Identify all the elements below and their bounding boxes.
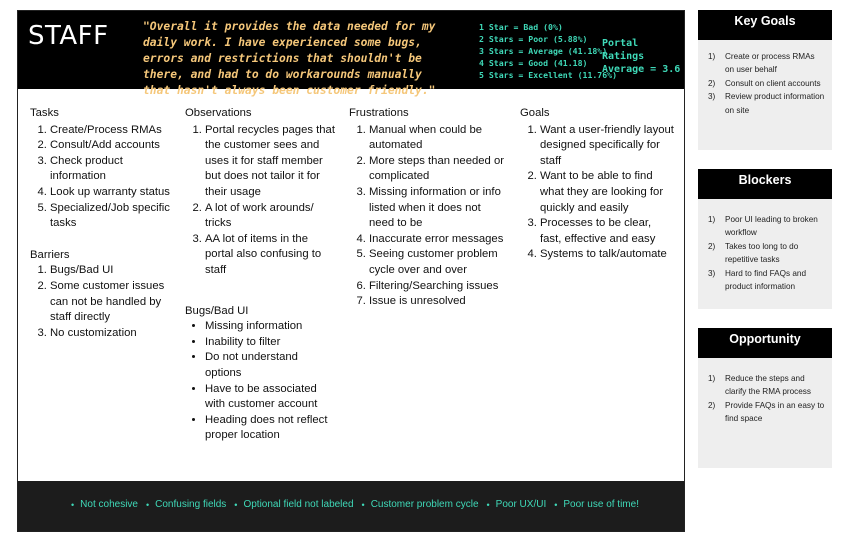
list-item: • Heading does not reflect proper location (205, 413, 335, 444)
pain-point: Customer problem cycle (370, 499, 479, 510)
bullet-icon: • (71, 499, 75, 510)
rating-4-stars: 4 Stars = Good (41.18) (479, 58, 588, 68)
pain-point: Confusing fields (155, 499, 227, 510)
list-item: • Do not understand options (205, 350, 335, 381)
bullet-icon: • (234, 499, 238, 510)
portal-rating-summary (602, 37, 684, 76)
list-item: 3) Review product information on site (708, 92, 825, 115)
pain-point: Optional field not labeled (243, 499, 354, 510)
opportunity-card (698, 328, 832, 468)
list-item: 2. Some customer issues can not be handled by staff directly (50, 279, 180, 326)
observations-column (185, 106, 335, 444)
list-item: 2) Takes too long to do repetitive tasks (708, 241, 799, 265)
rating-2-stars: 2 Stars = Poor (5.88%) (479, 34, 588, 44)
list-item: 1) Create or process RMAs on user behalf (708, 52, 815, 75)
observations-heading: Observations (185, 107, 252, 119)
blockers-card (698, 169, 832, 309)
tasks-column (30, 106, 180, 341)
portal-ratings-label: Portal Ratings (602, 38, 645, 62)
key-goals-title: Key Goals (698, 10, 832, 40)
barriers-list (30, 263, 180, 341)
list-item: 3. Check product information (50, 154, 180, 185)
portal-ratings-average: Average = 3.6 (602, 64, 681, 75)
pain-points-list (18, 499, 684, 510)
rating-5-stars: 5 Stars = Excellent (11.76%) (479, 70, 618, 80)
bullet-icon: • (486, 499, 490, 510)
list-item: 2) Provide FAQs in an easy to find space (708, 400, 825, 424)
list-item: 3. Processes to be clear, fast, effective and easy (540, 216, 675, 247)
rating-3-stars: 3 Stars = Average (41.18%) (479, 46, 608, 56)
list-item: 3. AA lot of items in the portal also confusing to staff (205, 232, 335, 279)
list-item: • Have to be associated with customer account (205, 382, 335, 413)
list-item: 1. Portal recycles pages that the customer sees and uses it for staff member but does not tailor it for their usage (205, 123, 335, 201)
list-item: • Missing information (205, 319, 335, 335)
key-goals-card (698, 10, 832, 150)
list-item: 1. Bugs/Bad UI (50, 263, 180, 279)
list-item: 2. Want to be able to find what they are looking for quickly and easily (540, 169, 675, 216)
list-item: • Inability to filter (205, 335, 335, 351)
list-item: 1) Reduce the steps and clarify the RMA process (708, 374, 811, 397)
list-item: 3) Hard to find FAQs and product information (708, 268, 807, 292)
pain-point: Not cohesive (80, 499, 138, 510)
frustrations-list (349, 123, 509, 310)
list-item: 2. A lot of work arounds/ tricks (205, 201, 335, 232)
persona-title: STAFF (28, 21, 109, 51)
opportunity-list (698, 358, 832, 434)
list-item: 1) Poor UI leading to broken workflow (708, 215, 818, 238)
observations-list (185, 123, 335, 279)
list-item: 3. No customization (50, 326, 180, 342)
blockers-title: Blockers (698, 169, 832, 199)
barriers-heading: Barriers (30, 248, 70, 261)
list-item: 4. Systems to talk/automate (540, 247, 675, 263)
persona-quote: "Overall it provides the data needed for my daily work. I have experienced some bugs, errors and restrictions that shouldn't be there, and had to do workarounds manually that hasn't always been customer friendly." (143, 20, 436, 97)
list-item: 1. Want a user-friendly layout designed specifically for staff (540, 123, 675, 170)
bullet-icon: • (145, 499, 150, 510)
list-item: 6. Filtering/Searching issues (369, 279, 509, 295)
goals-list (520, 123, 675, 263)
tasks-list (30, 123, 180, 232)
list-item: 2. Consult/Add accounts (50, 138, 180, 154)
tasks-heading: Tasks (30, 107, 59, 119)
list-item: 4. Look up warranty status (50, 185, 180, 201)
list-item: 1. Create/Process RMAs (50, 123, 180, 139)
list-item: 3. Missing information or info listed when it does not need to be (369, 185, 509, 232)
key-goals-list (698, 40, 832, 125)
bullet-icon: • (361, 499, 365, 510)
list-item: 5. Specialized/Job specific tasks (50, 201, 180, 232)
pain-point: Poor UX/UI (495, 499, 547, 510)
bugs-list (185, 319, 335, 444)
goals-column (520, 106, 675, 263)
list-item: 4. Inaccurate error messages (369, 232, 509, 248)
list-item: 2) Consult on client accounts (708, 78, 821, 88)
frustrations-heading: Frustrations (349, 107, 409, 119)
blockers-list (698, 199, 832, 301)
pain-point: Poor use of time! (563, 499, 639, 510)
ratings-list (479, 21, 617, 81)
frustrations-column (349, 106, 509, 310)
goals-heading: Goals (520, 107, 550, 119)
list-item: 5. Seeing customer problem cycle over and over (369, 247, 509, 278)
list-item: 1. Manual when could be automated (369, 123, 509, 154)
persona-panel (17, 10, 685, 532)
persona-header (18, 11, 684, 97)
list-item: 7. Issue is unresolved (369, 294, 509, 310)
list-item: 2. More steps than needed or complicated (369, 154, 509, 185)
pain-points-footer (18, 481, 684, 531)
rating-1-star: 1 Star = Bad (0%) (479, 22, 563, 32)
opportunity-title: Opportunity (698, 328, 832, 358)
bullet-icon: • (554, 499, 558, 510)
bugs-heading: Bugs/Bad UI (185, 304, 249, 317)
